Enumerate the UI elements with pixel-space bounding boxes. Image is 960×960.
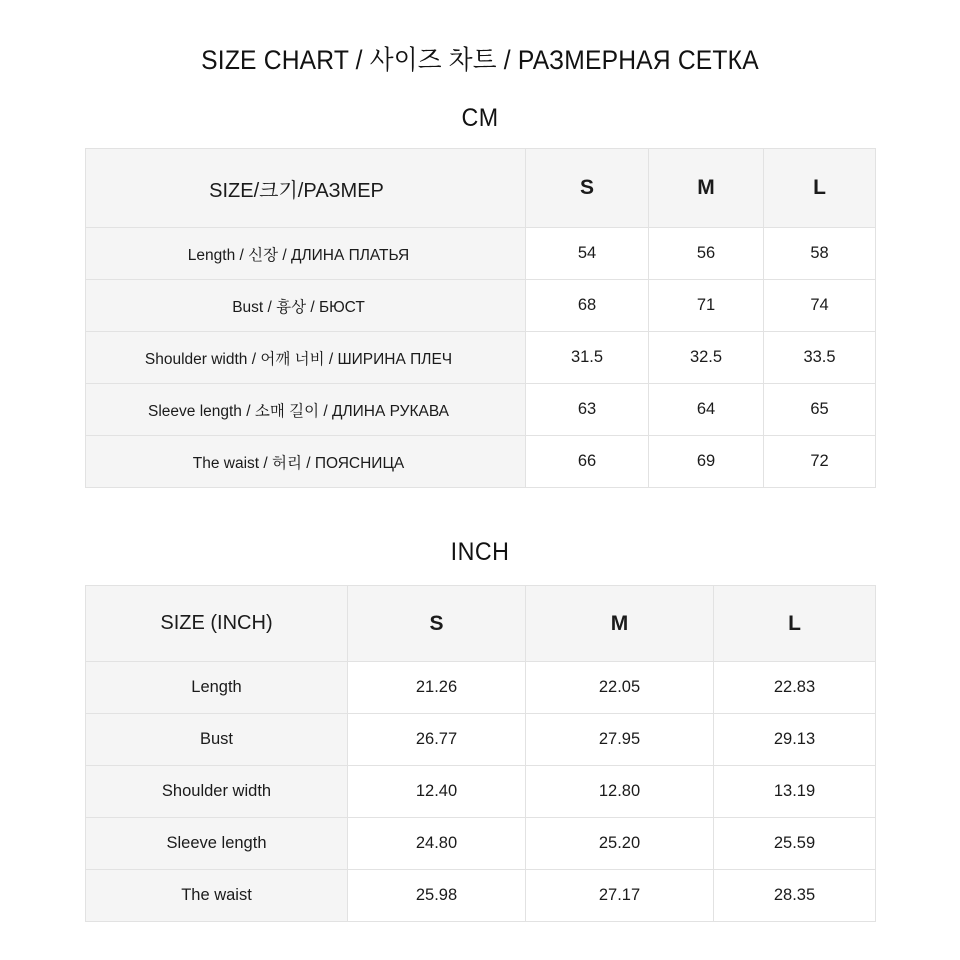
table-row [86, 766, 876, 818]
cm-cell-l: 65 [764, 384, 876, 436]
inch-row-label: Sleeve length [86, 818, 348, 870]
inch-cell-m: 27.95 [526, 714, 714, 766]
table-header-row [86, 149, 876, 228]
cm-header-size-l: L [764, 149, 876, 228]
cm-cell-m: 32.5 [649, 332, 764, 384]
cm-cell-s: 63 [526, 384, 649, 436]
inch-row-label: Length [86, 662, 348, 714]
table-row [86, 280, 876, 332]
inch-cell-l: 22.83 [714, 662, 876, 714]
cm-header-label: SIZE/크기/РАЗМЕР [86, 149, 526, 228]
inch-cell-s: 26.77 [348, 714, 526, 766]
inch-size-table [85, 585, 876, 922]
cm-cell-l: 33.5 [764, 332, 876, 384]
cm-row-label: Length / 신장 / ДЛИНА ПЛАТЬЯ [86, 228, 526, 280]
cm-row-label: The waist / 허리 / ПОЯСНИЦА [86, 436, 526, 488]
table-row [86, 436, 876, 488]
cm-cell-s: 66 [526, 436, 649, 488]
table-row [86, 384, 876, 436]
cm-header-size-m: M [649, 149, 764, 228]
table-row [86, 818, 876, 870]
inch-row-label: The waist [86, 870, 348, 922]
inch-cell-m: 27.17 [526, 870, 714, 922]
table-row [86, 870, 876, 922]
cm-header-size-s: S [526, 149, 649, 228]
cm-cell-s: 31.5 [526, 332, 649, 384]
inch-cell-s: 24.80 [348, 818, 526, 870]
inch-cell-s: 25.98 [348, 870, 526, 922]
table-header-row [86, 586, 876, 662]
table-row [86, 332, 876, 384]
inch-header-size-m: M [526, 586, 714, 662]
inch-cell-s: 12.40 [348, 766, 526, 818]
inch-header-size-l: L [714, 586, 876, 662]
cm-row-label: Sleeve length / 소매 길이 / ДЛИНА РУКАВА [86, 384, 526, 436]
inch-section-title: INCH [450, 538, 510, 566]
inch-header-label: SIZE (INCH) [86, 586, 348, 662]
cm-cell-l: 74 [764, 280, 876, 332]
cm-cell-s: 68 [526, 280, 649, 332]
cm-size-table [85, 148, 876, 488]
inch-cell-l: 28.35 [714, 870, 876, 922]
inch-cell-m: 12.80 [526, 766, 714, 818]
inch-cell-l: 29.13 [714, 714, 876, 766]
cm-cell-m: 71 [649, 280, 764, 332]
inch-row-label: Shoulder width [86, 766, 348, 818]
cm-cell-s: 54 [526, 228, 649, 280]
cm-row-label: Bust / 흉상 / БЮСТ [86, 280, 526, 332]
table-row [86, 228, 876, 280]
cm-section-title: CM [461, 104, 499, 132]
inch-cell-s: 21.26 [348, 662, 526, 714]
inch-cell-l: 25.59 [714, 818, 876, 870]
cm-cell-m: 56 [649, 228, 764, 280]
cm-cell-l: 72 [764, 436, 876, 488]
inch-cell-m: 25.20 [526, 818, 714, 870]
inch-cell-m: 22.05 [526, 662, 714, 714]
cm-cell-m: 69 [649, 436, 764, 488]
cm-cell-m: 64 [649, 384, 764, 436]
inch-row-label: Bust [86, 714, 348, 766]
page-title: SIZE CHART / 사이즈 차트 / РАЗМЕРНАЯ СЕТКА [201, 45, 759, 75]
cm-cell-l: 58 [764, 228, 876, 280]
table-row [86, 714, 876, 766]
cm-row-label: Shoulder width / 어깨 너비 / ШИРИНА ПЛЕЧ [86, 332, 526, 384]
table-row [86, 662, 876, 714]
inch-cell-l: 13.19 [714, 766, 876, 818]
inch-header-size-s: S [348, 586, 526, 662]
